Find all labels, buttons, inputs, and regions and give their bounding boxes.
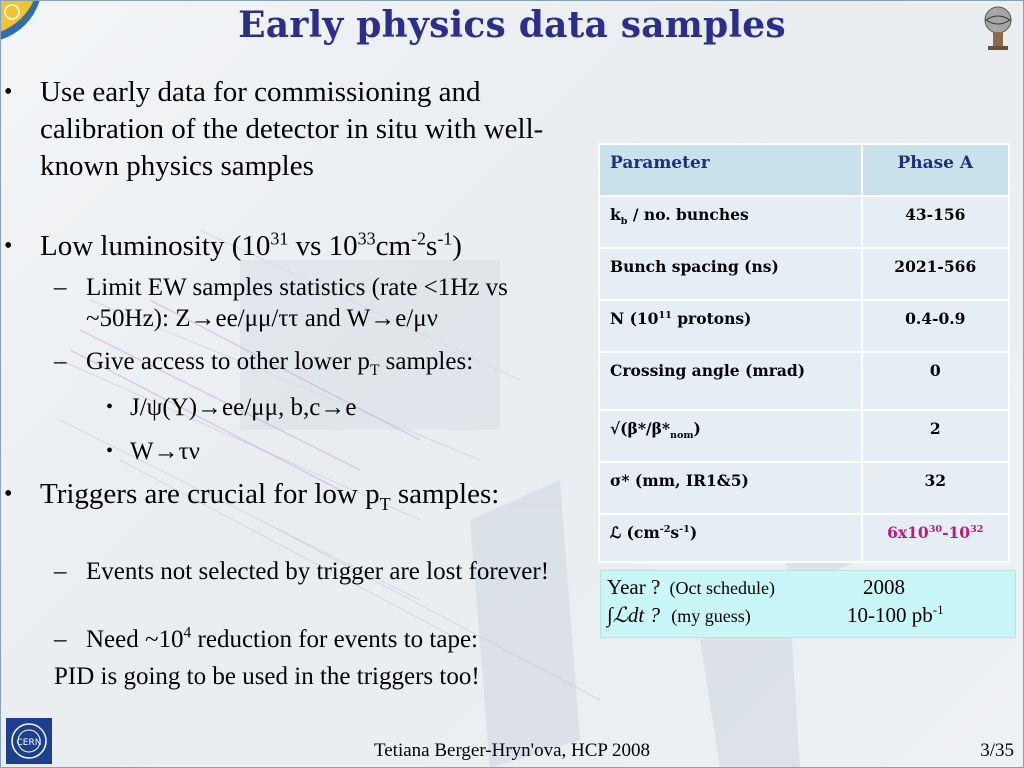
subbullet-ew-statistics: – Limit EW samples statistics (rate <1Hz vs ~50Hz): Z→ee/μμ/ττ and W→e/μν — [86, 272, 586, 334]
page-number: 3/35 — [980, 740, 1014, 761]
luminosity-value: $6x10^{30}-10^{32}$ — [862, 514, 1009, 562]
subsubbullet-w-tau: • W→τν — [130, 436, 530, 467]
pid-note: PID is going to be used in the triggers too! — [54, 663, 480, 690]
bullet-commissioning: • Use early data for commissioning and calibration of the detector in situ with well-known physics samples — [40, 74, 560, 185]
column-header-phase-a: Phase A — [862, 144, 1009, 196]
table-header-row — [599, 144, 1009, 196]
integrated-luminosity-row: ∫ℒdt ? (my guess) 10-100 $pb^{-1}$ — [607, 602, 944, 627]
bullet-low-luminosity: • Low luminosity ($10^{31}$ vs $10^{33}cm^{-2}s^{-1}$) — [40, 228, 560, 265]
svg-text:CERN: CERN — [16, 738, 42, 748]
table-row: σ* (mm, IR1&5) 32 — [599, 462, 1009, 514]
column-header-parameter: Parameter — [599, 144, 862, 196]
subbullet-lower-pt: – Give access to other lower $p_T$ samples: — [86, 346, 586, 377]
table-row: ℒ $(cm^{-2}s^{-1})$ $6x10^{30}-10^{32}$ — [599, 514, 1009, 562]
parameter-table — [598, 143, 1010, 563]
bullet-triggers: • Triggers are crucial for low $p_T$ samples: — [40, 476, 560, 513]
schedule-box — [600, 570, 1016, 638]
table-row: Bunch spacing (ns) 2021-566 — [599, 248, 1009, 300]
table-row: Crossing angle (mrad) 0 — [599, 352, 1009, 410]
table-row: $√(\beta*/\beta*_{nom})$ 2 — [599, 410, 1009, 462]
table-row: N ($10^{11}$ protons) 0.4-0.9 — [599, 300, 1009, 352]
table-row: $k_b$ / no. bunches 43-156 — [599, 196, 1009, 248]
footer-author: Tetiana Berger-Hryn'ova, HCP 2008 — [373, 740, 651, 761]
subsubbullet-jpsi: • J/ψ(Υ)→ee/μμ, b,c→e — [130, 392, 530, 423]
year-row: Year ? (Oct schedule) 2008 — [607, 575, 905, 599]
slide-title: Early physics data samples — [238, 4, 786, 46]
subbullet-reduction: – Need $\sim 10^4$ reduction for events to tape: — [86, 624, 586, 655]
subbullet-events-lost: – Events not selected by trigger are lost forever! — [86, 556, 586, 587]
